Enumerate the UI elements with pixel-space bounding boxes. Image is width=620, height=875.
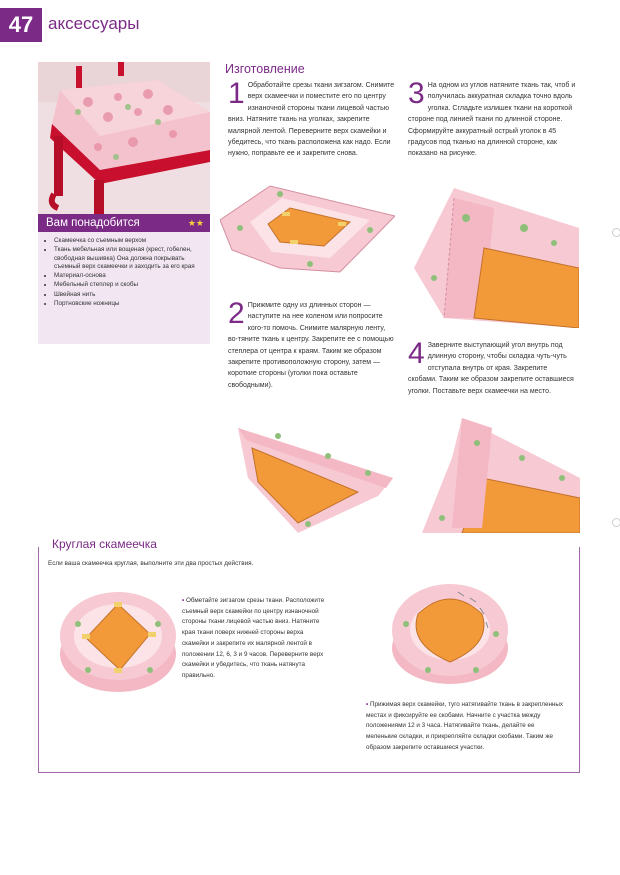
supply-item: • Портновские ножницы: [54, 300, 210, 308]
step-text: Прижмите одну из длинных сторон — наступите на нее коленом или попросите кого-то помочь. Снимите малярную ленту, во-тяните ткань к центру. Закрепите ее с помощью степлера от центра к краям. Таким же образом закрепите противоположную сторону, затем — короткие стороны (уголки пока оставьте свободными).: [228, 302, 394, 389]
round-step-text: Прижимая верх скамейки, туго натягивайте ткань в закрепленных местах и фиксируйте ее скобами. Начните с участка между положениями 12 и 3 часа. Натягивайте ткань, делайте ее меленькие складки, и прикрепляйте складки скобами. Таким же образом закрепите оставшиеся участки.: [366, 701, 564, 751]
supply-item: • Материал-основа: [54, 272, 210, 280]
bullet-icon: •: [182, 597, 186, 604]
section-title: аксессуары: [48, 14, 140, 33]
round-stool-intro: Если ваша скамеечка круглая, выполните эти два простых действия.: [48, 560, 254, 567]
step-text: Заверните выступающий угол внутрь под длинную сторону, чтобы складка чуть-чуть отступала внутрь от края. Закрепите скобами. Таким же образом закрепите оставшиеся уголки. Поставьте верх скамеечки на место.: [408, 342, 574, 395]
binder-hole: [612, 518, 620, 527]
step-2: [228, 297, 396, 391]
supply-item: • Скамеечка со съемным верхом: [54, 237, 210, 245]
step-number: 2: [228, 297, 245, 330]
round-step-text: Обметайте зигзагом срезы ткани. Расположите съемный верх скамейки по центру изнаночной стороны ткани лицевой частью вниз. Натяните края ткани поверх нижней стороны верха скамейки и закрепите их малярной лентой в положении 12, 6, 3 и 9 часов. Переверните верх скамейки и убедитесь, что ткань натянута правильно.: [182, 597, 325, 679]
step-1: [228, 77, 396, 160]
stool-photo-image: [38, 62, 210, 214]
supply-item: • Мебельный степлер и скобы: [54, 281, 210, 289]
round-step-1: [182, 596, 332, 682]
supplies-box: [38, 214, 210, 344]
step-1-illustration: [220, 180, 395, 280]
step-number: 3: [408, 77, 425, 110]
supply-item: • Швейная нить: [54, 291, 210, 299]
making-title: Изготовление: [225, 62, 305, 76]
page-number: 47: [0, 8, 42, 42]
supplies-title: Вам понадобится: [46, 217, 140, 229]
step-text: На одном из углов натяните ткань так, чтоб и получилась аккуратная складка точно вдоль уголка. Сгладьте излишек ткани на короткой стороне под линией ткани по длинной стороне. Сформируйте аккуратный острый уголок в 45 градусов под тканью на длинной стороне, как показано на рисунке.: [408, 82, 576, 158]
bullet-icon: •: [366, 701, 370, 708]
step-3-illustration: [414, 188, 579, 328]
binder-hole: [612, 228, 620, 237]
stool-photo: [38, 62, 210, 214]
step-number: 4: [408, 337, 425, 370]
round-step-2: [366, 700, 566, 754]
supply-item: • Ткань мебельная или вощеная (крест, гобелен, свободная вышивка) Она должна покрывать съемный верх скамеечки и заходить за его края: [54, 246, 210, 271]
round-illustration-2: [388, 574, 512, 688]
step-3: [408, 77, 578, 160]
step-text: Обработайте срезы ткани зигзагом. Снимите верх скамеечки и поместите его по центру изнаночной стороны ткани лицевой частью вниз. Натяните ткань на уголках, закрепите малярной лентой. Переверните верх скамейки и убедитесь, что ткань расположена как надо. Если нужно, поправьте ее и закрепите снова.: [228, 82, 395, 158]
round-illustration-1: [58, 584, 178, 694]
step-2-illustration: [238, 418, 393, 533]
supplies-header: [38, 214, 210, 232]
supplies-list: [38, 237, 210, 308]
step-number: 1: [228, 77, 245, 110]
step-4: [408, 337, 578, 397]
difficulty-stars: ★★: [187, 218, 204, 228]
round-stool-title: Круглая скамеечка: [48, 537, 161, 551]
step-4-illustration: [422, 418, 580, 533]
